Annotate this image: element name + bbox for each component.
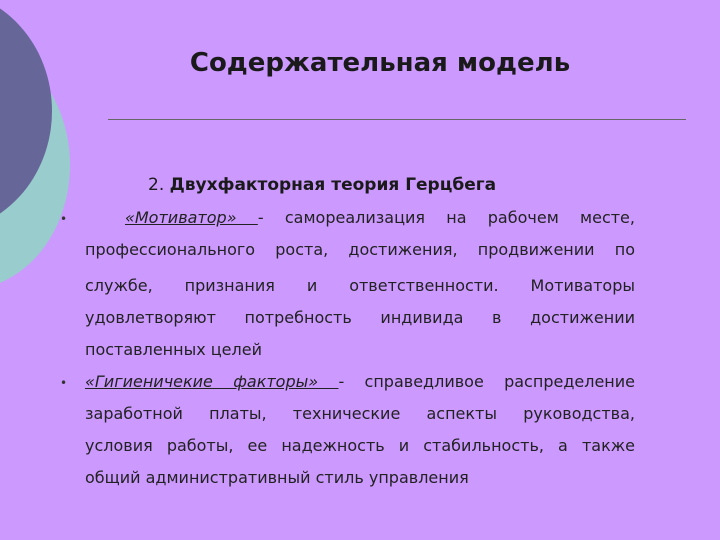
bullet-1-line-3: службе, признания и ответственности. Мотиваторы [85, 276, 635, 295]
subtitle-number: 2. [148, 175, 165, 195]
bullet-1-term: «Мотиватор» [125, 208, 258, 227]
bullet-1-text-1: - самореализация на рабочем месте, [257, 208, 635, 227]
bullet-2-line-2: заработной платы, технические аспекты руководства, [85, 404, 635, 423]
slide-title: Содержательная модель [189, 48, 571, 78]
title-divider [108, 119, 686, 120]
subtitle-text: Двухфакторная теория Герцбега [169, 175, 497, 195]
bullet-1-line-1 [125, 208, 635, 228]
bullet-2-marker: • [60, 376, 68, 390]
bullet-1-line-4: удовлетворяют потребность индивида в достижении [85, 308, 635, 327]
bullet-2-line-3: условия работы, ее надежность и стабильность, а также [85, 436, 635, 455]
bullet-2-line-1 [85, 372, 635, 392]
bullet-1-line-2: профессионального роста, достижения, продвижении по [85, 240, 635, 259]
bullet-1-marker: • [60, 212, 68, 226]
bullet-2-term: «Гигиеничекие факторы» [85, 372, 339, 391]
bullet-1-line-5: поставленных целей [85, 340, 262, 359]
subtitle [148, 175, 496, 195]
bullet-2-text-1: - справедливое распределение [338, 372, 635, 391]
bullet-2-line-4: общий административный стиль управления [85, 468, 469, 487]
